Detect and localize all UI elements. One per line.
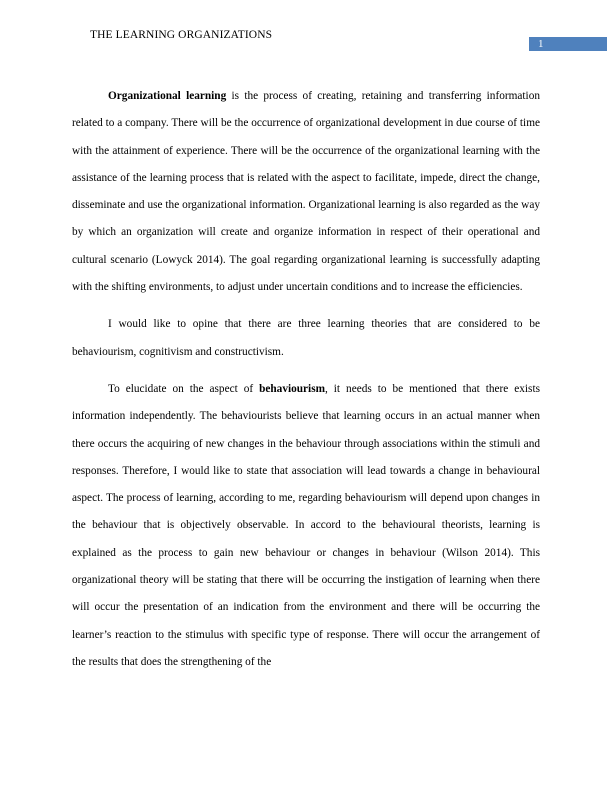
paragraph-text: To elucidate on the aspect of <box>108 382 260 395</box>
paragraph-organizational-learning <box>72 83 540 301</box>
paragraph-text: , it needs to be mentioned that there exists information independently. The behaviourists believe that learning occurs in an actual manner when there occurs the acquiring of new changes in the behaviour through associations within the stimuli and responses. Therefore, I would like to state that association will lead towards a change in behavioural aspect. The process of learning, according to me, regarding behaviourism will depend upon changes in the behaviour that is objectively observable. In accord to the behavioural theorists, learning is explained as the process to gain new behaviour or changes in behaviour (Wilson 2014). This organizational theory will be stating that there will be occurring the instigation of learning when there will occur the presentation of an indication from the environment and there will be occurring the learner’s reaction to the stimulus with specific type of response. There will occur the arrangement of the results that does the strengthening of the <box>72 382 540 668</box>
running-head: THE LEARNING ORGANIZATIONS <box>90 29 273 41</box>
paragraph-behaviourism <box>72 376 540 676</box>
paragraph-text: is the process of creating, retaining and transferring information related to a company. There will be the occurrence of organizational development in due course of time with the attainment of experience. There will be the occurrence of the organizational learning with the assistance of the learning process that is related with the aspect to facilitate, impede, direct the change, disseminate and use the organizational information. Organizational learning is also regarded as the way by which an organization will create and organize information in respect of their operational and cultural scenario (Lowyck 2014). The goal regarding organizational learning is successfully adapting with the shifting environments, to adjust under uncertain conditions and to increase the efficiencies. <box>72 90 540 294</box>
document-body <box>72 83 540 686</box>
paragraph-learning-theories <box>72 311 540 366</box>
paragraph-text: I would like to opine that there are three learning theories that are considered to be behaviourism, cognitivism and constructivism. <box>72 318 540 358</box>
term-behaviourism: behaviourism <box>259 382 325 395</box>
term-organizational-learning: Organizational learning <box>108 90 227 102</box>
page-number: 1 <box>529 37 607 51</box>
